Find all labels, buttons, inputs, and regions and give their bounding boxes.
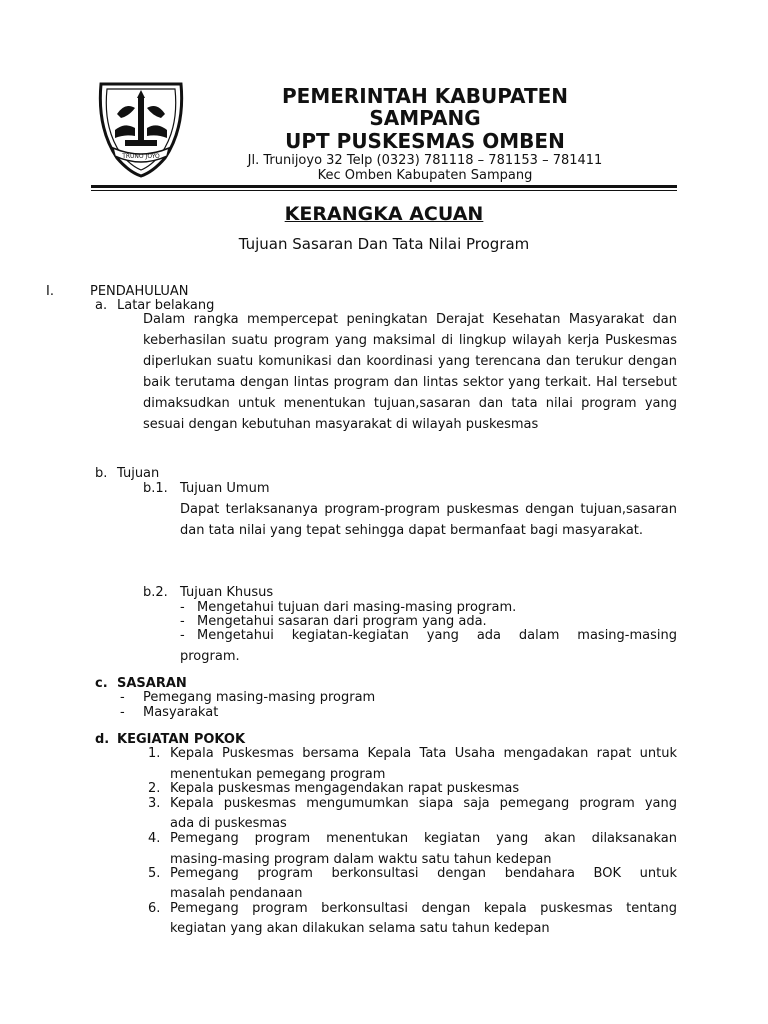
tujuan-umum-paragraph: Dapat terlaksananya program-program puskesmas dengan tujuan,sasaran dan tata nilai yang tepat sehingga dapat bermanfaat bagi masyarakat. [180, 502, 677, 538]
kegiatan-line-2: ada di puskesmas [170, 816, 287, 831]
header-address-2: Kec Omben Kabupaten Sampang [317, 168, 533, 183]
kegiatan-number: 4. [148, 831, 161, 846]
kegiatan-number: 5. [148, 866, 161, 881]
subsection-d-marker: d. [95, 732, 110, 747]
b2-title: Tujuan Khusus [180, 585, 274, 600]
kegiatan-line-1: Pemegang program berkonsultasi dengan kepala puskesmas tentang [170, 901, 677, 916]
b2-dash: - [180, 628, 185, 643]
subsection-c-marker: c. [95, 676, 108, 691]
kegiatan-line-2: masalah pendanaan [170, 886, 303, 901]
subsection-a-marker: a. [95, 298, 108, 313]
kegiatan-line-1: Kepala puskesmas mengagendakan rapat puskesmas [170, 781, 520, 796]
b1-number: b.1. [143, 481, 168, 496]
sasaran-item: Pemegang masing-masing program [143, 690, 376, 705]
kegiatan-line-1: Pemegang program menentukan kegiatan yang akan dilaksanakan [170, 831, 677, 846]
section-title: PENDAHULUAN [90, 284, 189, 299]
kegiatan-line-1: Kepala puskesmas mengumumkan siapa saja pemegang program yang [170, 796, 677, 811]
kegiatan-line-2: masing-masing program dalam waktu satu tahun kedepan [170, 852, 552, 867]
b2-item-continued: program. [180, 649, 240, 664]
b2-dash: - [180, 600, 185, 615]
document-subtitle: Tujuan Sasaran Dan Tata Nilai Program [238, 235, 530, 253]
b2-item: Mengetahui tujuan dari masing-masing program. [197, 600, 517, 615]
subsection-d-title: KEGIATAN POKOK [117, 732, 246, 747]
kegiatan-line-1: Pemegang program berkonsultasi dengan bendahara BOK untuk [170, 866, 677, 881]
sasaran-dash: - [120, 690, 125, 705]
kegiatan-line-2: menentukan pemegang program [170, 767, 386, 782]
b2-dash: - [180, 614, 185, 629]
header-line-3: UPT PUSKESMAS OMBEN [285, 129, 565, 153]
subsection-a-title: Latar belakang [117, 298, 215, 313]
subsection-b-marker: b. [95, 466, 108, 481]
header-rule-thick [91, 185, 677, 188]
b1-title: Tujuan Umum [180, 481, 270, 496]
kegiatan-number: 2. [148, 781, 161, 796]
document-title: KERANGKA ACUAN [284, 203, 484, 225]
kegiatan-number: 1. [148, 746, 161, 761]
header-line-1: PEMERINTAH KABUPATEN [282, 84, 568, 108]
section-number: I. [46, 284, 54, 299]
subsection-b-title: Tujuan [117, 466, 160, 481]
kegiatan-number: 6. [148, 901, 161, 916]
subsection-c-title: SASARAN [117, 676, 187, 691]
header-line-2: SAMPANG [369, 106, 481, 130]
latar-belakang-paragraph: Dalam rangka mempercepat peningkatan Derajat Kesehatan Masyarakat dan keberhasilan suatu program yang maksimal di lingkup wilayah kerja Puskesmas diperlukan suatu komunikasi dan koordinasi yang terencana dan terukur dengan baik terutama dengan lintas program dan lintas sektor yang terkait. Hal tersebut dimaksudkan untuk menentukan tujuan,sasaran dan tata nilai program yang sesuai dengan kebutuhan masyarakat di wilayah puskesmas [143, 312, 677, 432]
kegiatan-number: 3. [148, 796, 161, 811]
b2-item: Mengetahui kegiatan-kegiatan yang ada dalam masing-masing [197, 628, 677, 643]
sasaran-item: Masyarakat [143, 705, 219, 720]
sampang-emblem-logo [95, 78, 187, 178]
header-rule-thin [91, 190, 677, 191]
svg-text:TRUNO JOYO: TRUNO JOYO [122, 153, 160, 160]
b2-number: b.2. [143, 585, 168, 600]
kegiatan-line-1: Kepala Puskesmas bersama Kepala Tata Usaha mengadakan rapat untuk [170, 746, 677, 761]
sasaran-dash: - [120, 705, 125, 720]
b2-item: Mengetahui sasaran dari program yang ada. [197, 614, 487, 629]
header-address-2-clip [180, 168, 670, 183]
header-address: Jl. Trunijoyo 32 Telp (0323) 781118 – 781153 – 781411 [247, 153, 603, 168]
kegiatan-line-2: kegiatan yang akan dilakukan selama satu tahun kedepan [170, 921, 550, 936]
